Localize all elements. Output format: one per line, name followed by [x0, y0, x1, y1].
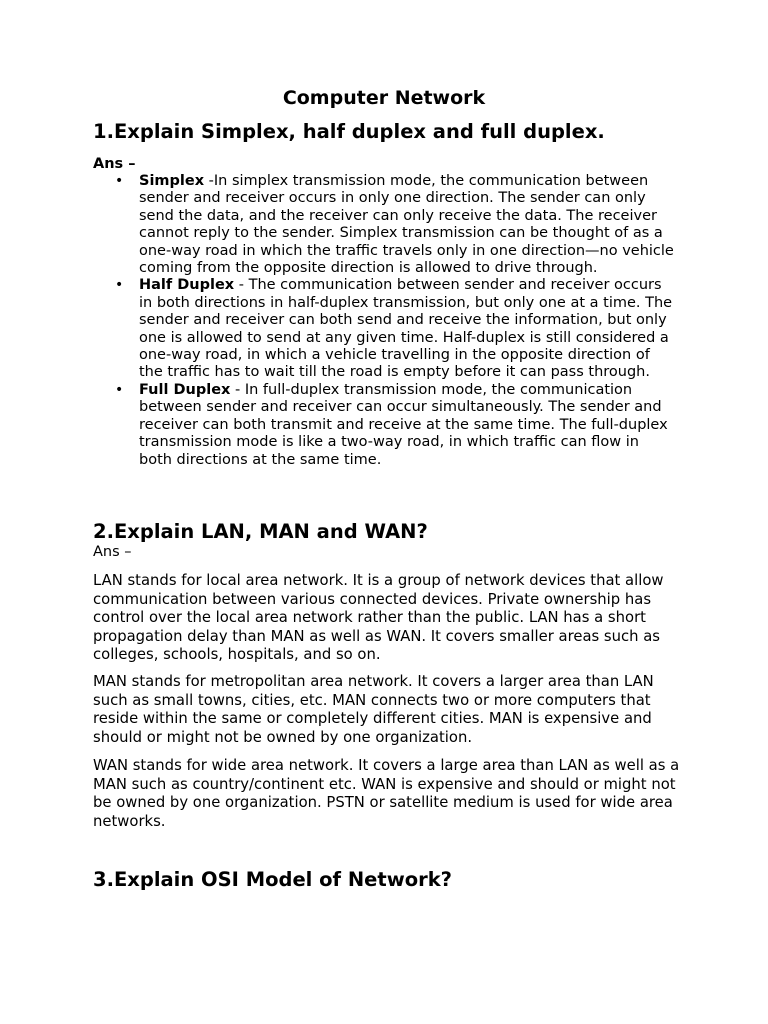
term-simplex: Simplex — [139, 173, 205, 189]
answer-2-label: Ans – — [93, 544, 132, 560]
question-1-heading: 1.Explain Simplex, half duplex and full duplex. — [93, 120, 605, 143]
term-full-duplex: Full Duplex — [139, 381, 231, 398]
bullet-icon: • — [115, 277, 124, 294]
list-item-simplex — [93, 173, 676, 277]
definition-simplex: -In simplex transmission mode, the communication between sender and receiver occurs in only one direction. The sender can only send the data, and the receiver can only receive the data. The receiver cannot reply to the sender. Simplex transmission can be thought of as a one-way road in which the traffic travels only in one direction—no vehicle coming from the opposite direction is allowed to drive through. — [139, 173, 674, 277]
question-2-heading: 2.Explain LAN, MAN and WAN? — [93, 520, 428, 543]
definition-half-duplex: - The communication between sender and receiver occurs in both directions in half-duplex transmission, but only one at a time. The sender and receiver can both send and receive the information, but only one is allowed to send at any given time. Half-duplex is still considered a one-way road, in which a vehicle travelling in the opposite direction of the traffic has to wait till the road is empty before it can pass through. — [139, 277, 673, 381]
term-half-duplex: Half Duplex — [139, 277, 235, 294]
paragraph-man: MAN stands for metropolitan area network. It covers a larger area than LAN such as small towns, cities, etc. MAN connects two or more computers that reside within the same or completely different cities. MAN is expensive and should or might not be owned by one organization. — [93, 673, 654, 746]
list-item-full-duplex — [93, 382, 676, 469]
bullet-icon: • — [115, 381, 124, 398]
definition-full-duplex: - In full-duplex transmission mode, the communication between sender and receiver can occur simultaneously. The sender and receiver can both transmit and receive at the same time. The full-duplex transmission mode is like a two-way road, in which traffic can flow in both directions at the same time. — [139, 381, 668, 468]
list-item-half-duplex — [93, 277, 676, 381]
paragraph-lan: LAN stands for local area network. It is a group of network devices that allow communication between various connected devices. Private ownership has control over the local area network rather than the public. LAN has a short propagation delay than MAN as well as WAN. It covers smaller areas such as colleges, schools, hospitals, and so on. — [93, 572, 664, 664]
paragraph-wan: WAN stands for wide area network. It covers a large area than LAN as well as a MAN such as country/continent etc. WAN is expensive and should or might not be owned by one organization. PSTN or satellite medium is used for wide area networks. — [93, 757, 680, 830]
answer-1-label: Ans – — [93, 156, 136, 172]
question-3-heading: 3.Explain OSI Model of Network? — [93, 868, 452, 891]
bullet-icon: • — [115, 173, 124, 189]
duplex-modes-list — [93, 173, 693, 469]
document-title: Computer Network — [282, 87, 486, 109]
